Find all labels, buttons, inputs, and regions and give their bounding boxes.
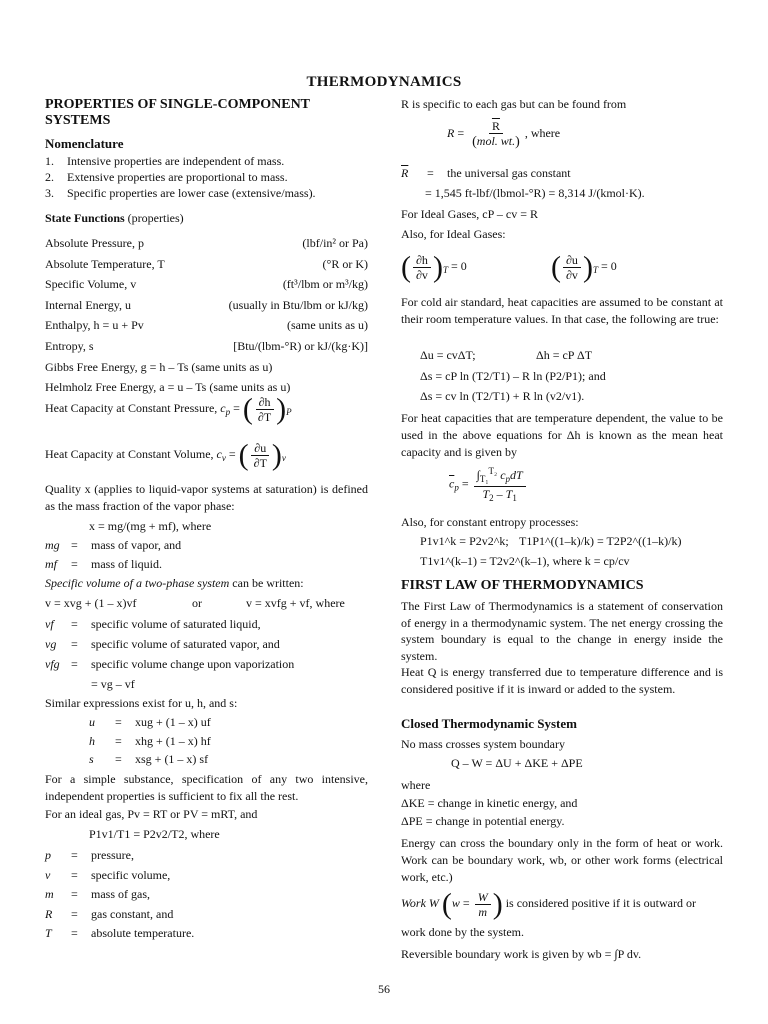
first-law-paragraph: The First Law of Thermodynamics is a statement of conservation of energy in a thermodynamic system. The net energy crossing the system boundary is equal to the change in energy inside the system. <box>401 599 723 663</box>
ideal-derivatives: ( $\frac{\partial h}{\partial v}$ )$_T = 0$ ( $\frac{\partial u}{\partial v}$ )$_T = 0$ <box>401 250 617 284</box>
reversible-work-line: Reversible boundary work is given by wb = ∫P dv. <box>401 947 642 961</box>
page-number: 56 <box>378 982 390 996</box>
where-line: where <box>401 778 431 792</box>
equation-row: u = xug + (1 – x) uf <box>89 715 211 729</box>
specific-volume-line: Specific volume of a two-phase system can be written: <box>45 576 304 590</box>
cp-line: Heat Capacity at Constant Pressure, $c_p$ = ( $\frac{\partial h}{\partial T}$ )$_P$ <box>45 392 292 426</box>
definition-row: v = specific volume, <box>45 867 171 882</box>
delta-s-1: Δs = cP ln (T2/T1) – R ln (P2/P1); and <box>420 369 606 383</box>
property-row: Internal Energy, u (usually in Btu/lbm or kJ/kg) <box>45 297 368 312</box>
dpe-line: ΔPE = change in potential energy. <box>401 814 565 828</box>
ideal-gas-line: For an ideal gas, Pv = RT or PV = mRT, and <box>45 807 258 821</box>
nomenclature-list <box>45 153 368 201</box>
property-row: Absolute Pressure, p (lbf/in² or Pa) <box>45 236 368 250</box>
gas-definitions <box>45 846 368 944</box>
delta-s-2: Δs = cv ln (T2/T1) + R ln (v2/v1). <box>420 389 585 403</box>
definition-row: mf = mass of liquid. <box>45 556 162 571</box>
definition-row: $\overline{R}$ = the universal gas constant <box>401 166 571 180</box>
list-item: 1. Intensive properties are independent of mass. <box>45 154 285 168</box>
volume-definitions <box>45 614 368 694</box>
no-mass-line: No mass crosses system boundary <box>401 737 565 751</box>
work-line: Work W (w = $\frac{W}{m}$ ) is considered positive if it is outward or <box>401 887 696 921</box>
isentropic-2: T1v1^(k–1) = T2v2^(k–1), where k = cp/cv <box>420 554 630 568</box>
vfg-equation: = vg – vf <box>91 677 135 691</box>
state-functions-heading: State Functions (properties) <box>45 211 184 225</box>
simple-substance-paragraph: For a simple substance, specification of any two intensive, independent properties is sufficient to fix all the rest. <box>45 772 368 803</box>
definition-row: mg = mass of vapor, and <box>45 538 182 552</box>
property-table <box>45 233 368 398</box>
definition-row: vfg = specific volume change upon vaporization <box>45 657 295 671</box>
cold-air-paragraph: For cold air standard, heat capacities are assumed to be constant at their room temperature values. In that case, the following are true: <box>401 295 723 326</box>
work-done-line: work done by the system. <box>401 925 524 939</box>
quality-paragraph: Quality x (applies to liquid-vapor systems at saturation) is defined as the mass fraction of the vapor phase: <box>45 482 368 513</box>
helmholz-line: Helmholz Free Energy, a = u – Ts (same units as u) <box>45 380 291 395</box>
definition-row: p = pressure, <box>45 848 134 862</box>
delta-u-h: Δu = cvΔT; Δh = cP ΔT <box>420 348 593 362</box>
first-law-heading: FIRST LAW OF THERMODYNAMICS <box>401 578 644 593</box>
r-equation: R = $\frac{\overline{R}}{\text{(mol. wt.)}}$ , where <box>447 118 561 149</box>
closed-system-heading: Closed Thermodynamic System <box>401 716 577 731</box>
isentropic-1: P1v1^k = P2v2^k; T1P1^((1–k)/k) = T2P2^((1–k)/k) <box>420 534 682 548</box>
dke-line: ΔKE = change in kinetic energy, and <box>401 796 578 810</box>
property-row: Absolute Temperature, T (°R or K) <box>45 256 368 271</box>
list-item: 3. Specific properties are lower case (extensive/mass). <box>45 186 316 200</box>
similar-equations <box>45 713 368 769</box>
nomenclature-heading: Nomenclature <box>45 136 124 151</box>
r-specific-line: R is specific to each gas but can be found from <box>401 97 627 111</box>
cv-line: Heat Capacity at Constant Volume, $c_v$ = ( $\frac{\partial u}{\partial T}$ )$_v$ <box>45 438 286 472</box>
heat-paragraph: Heat Q is energy transferred due to temperature difference and is considered positive if it is inward or added to the system. <box>401 665 723 696</box>
volume-equations: v = xvg + (1 – x)vf or v = xvfg + vf, where <box>45 596 345 610</box>
section-heading-properties: PROPERTIES OF SINGLE-COMPONENT SYSTEMS <box>45 97 310 128</box>
definition-row: T = absolute temperature. <box>45 926 195 940</box>
page-title: THERMODYNAMICS <box>306 74 462 90</box>
property-row: Entropy, s [Btu/(lbm-°R) or kJ/(kg·K)] <box>45 338 368 353</box>
property-row: Specific Volume, v (ft³/lbm or m³/kg) <box>45 277 368 292</box>
energy-cross-paragraph: Energy can cross the boundary only in the form of heat or work. Work can be boundary work, wb, or other work forms (electrical work, etc.) <box>401 836 723 884</box>
definition-row: R = gas constant, and <box>45 906 174 921</box>
ideal-gases-line: For Ideal Gases, cP – cv = R <box>401 207 538 221</box>
similar-expressions-line: Similar expressions exist for u, h, and s: <box>45 696 238 710</box>
quality-equation: x = mg/(mg + mf), where <box>89 519 212 533</box>
definition-row: vf = specific volume of saturated liquid, <box>45 617 261 631</box>
definition-row: vg = specific volume of saturated vapor, and <box>45 637 280 651</box>
first-law-equation: Q – W = ΔU + ΔKE + ΔPE <box>451 756 583 770</box>
also-ideal-line: Also, for Ideal Gases: <box>401 227 506 241</box>
gibbs-line: Gibbs Free Energy, g = h – Ts (same units as u) <box>45 359 273 374</box>
equation-row: h = xhg + (1 – x) hf <box>89 733 211 748</box>
property-row: Enthalpy, h = u + Pv (same units as u) <box>45 318 368 333</box>
ideal-gas-ratio: P1v1/T1 = P2v2/T2, where <box>89 827 220 841</box>
quality-definitions <box>45 536 368 573</box>
list-item: 2. Extensive properties are proportional to mass. <box>45 170 288 184</box>
definition-row: m = mass of gas, <box>45 887 150 901</box>
equation-row: s = xsg + (1 – x) sf <box>89 752 209 766</box>
rbar-definition: $\overline{R}$ = the universal gas constant = 1,545 ft-lbf/(lbmol-°R) = 8,314 J/(kmol·K). <box>401 163 723 203</box>
temp-dependent-paragraph: For heat capacities that are temperature dependent, the value to be used in the above equations for Δh is known as the mean heat capacity and is given by <box>401 411 723 459</box>
also-entropy-line: Also, for constant entropy processes: <box>401 515 579 529</box>
mean-heat-capacity-equation: $\overline{c}_p$ = $\frac{\int_{T_1}^{T_2} c_pdT}{T_2 - T_1}$ <box>401 464 723 505</box>
